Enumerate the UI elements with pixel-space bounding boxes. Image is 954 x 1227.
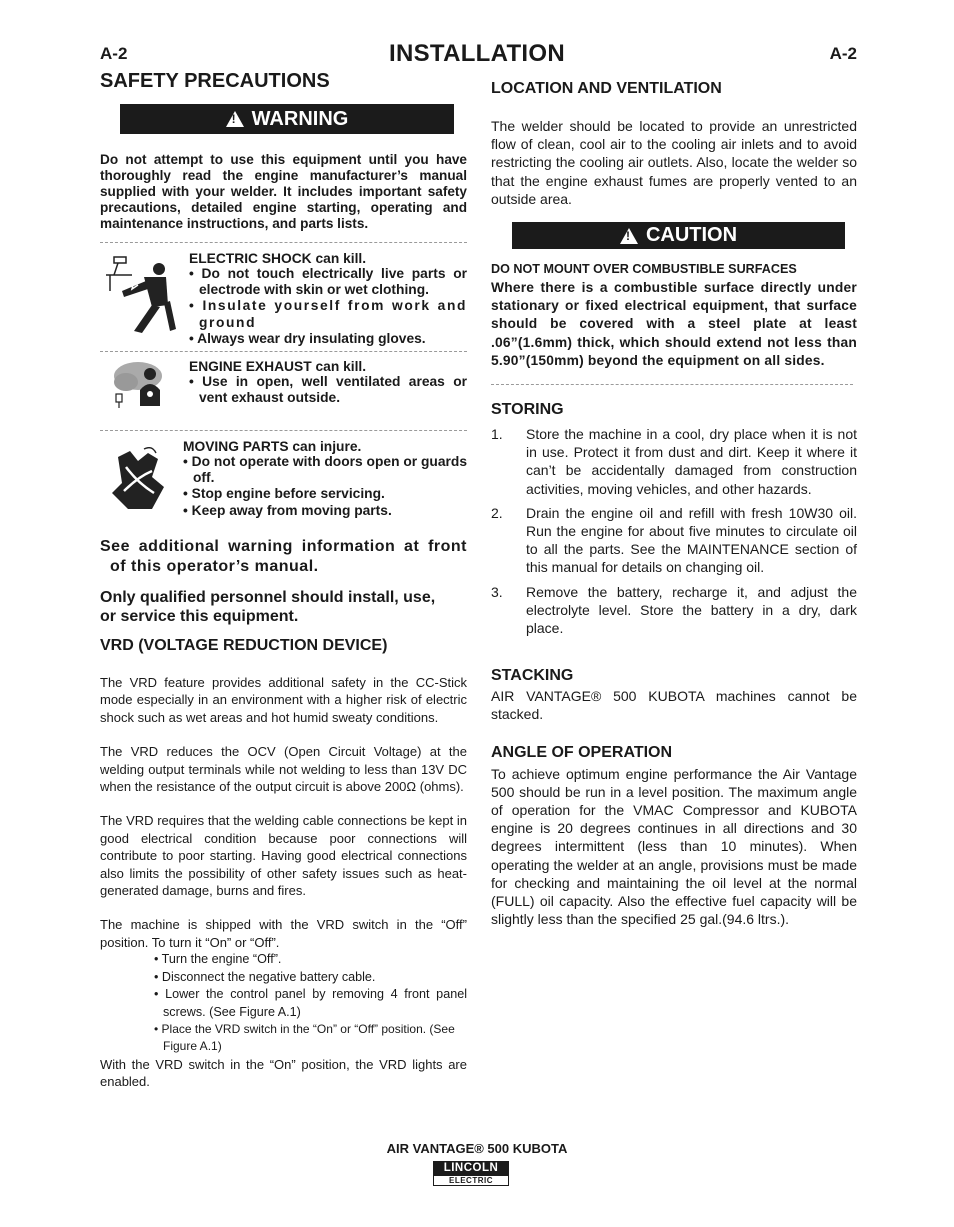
- caution-triangle-icon: [620, 228, 638, 244]
- page-number-left: A-2: [100, 44, 128, 63]
- vrd-paragraph: With the VRD switch in the “On” position, the VRD lights are enabled.: [100, 1056, 467, 1090]
- safety-precautions-heading: SAFETY PRECAUTIONS: [100, 70, 330, 92]
- hazard-engine-exhaust: [100, 352, 467, 430]
- vrd-step: • Disconnect the negative battery cable.: [154, 969, 376, 984]
- vrd-heading: VRD (VOLTAGE REDUCTION DEVICE): [100, 637, 388, 654]
- divider: [491, 384, 853, 385]
- hazard-item: • Insulate yourself from work and ground: [189, 298, 467, 330]
- hazard-item: • Always wear dry insulating gloves.: [189, 330, 426, 346]
- hazard-item: • Keep away from moving parts.: [183, 502, 392, 518]
- additional-warning-note: See additional warning information at front of this operator’s manual.: [100, 538, 467, 575]
- hazard-title: ENGINE EXHAUST can kill.: [189, 359, 367, 374]
- storing-list: [491, 425, 857, 637]
- caution-heading: DO NOT MOUNT OVER COMBUSTIBLE SURFACES: [491, 262, 797, 277]
- hazard-item: • Do not touch electrically live parts or electrode with skin or wet clothing.: [189, 266, 467, 298]
- vrd-paragraph: The VRD feature provides additional safety in the CC-Stick mode especially in an environment with a higher risk of electric shock such as wet areas and hot humid sweaty conditions.: [100, 675, 467, 725]
- warning-banner: [120, 104, 454, 134]
- vrd-step: • Turn the engine “Off”.: [154, 952, 282, 967]
- item-text: Drain the engine oil and refill with fresh 10W30 oil. Run the engine for about five minutes to circulate oil to all the parts. See the MAINTENANCE section of this manual for details on changing oil.: [526, 504, 857, 576]
- vrd-steps: [154, 951, 467, 1055]
- caution-label: CAUTION: [645, 224, 738, 247]
- qualified-personnel-note: Only qualified personnel should install, use, or service this equipment.: [100, 589, 436, 625]
- footer-model-name: AIR VANTAGE® 500 KUBOTA: [386, 1141, 568, 1156]
- right-column: [491, 80, 857, 929]
- item-text: Remove the battery, recharge it, and adjust the electrolyte level. Store the battery in a dry, dark place.: [526, 583, 857, 637]
- storing-heading: STORING: [491, 401, 564, 419]
- hazard-item: • Stop engine before servicing.: [183, 486, 385, 502]
- engine-exhaust-icon: [110, 360, 170, 410]
- vrd-paragraph: The VRD reduces the OCV (Open Circuit Voltage) at the welding output terminals while not welding to less than 13V DC when the resistance of the output circuit is above 200Ω (ohms).: [100, 744, 467, 795]
- location-ventilation-heading: LOCATION AND VENTILATION: [491, 80, 722, 97]
- caution-text: Where there is a combustible surface directly under stationary or fixed electrical equipment, that surface should be covered with a steel plate at least .06”(1.6mm) thick, which should extend not less than 5.90”(150mm) beyond the equipment on all sides.: [491, 280, 857, 368]
- hazard-item: • Do not operate with doors open or guards off.: [183, 454, 467, 486]
- vrd-paragraph: The VRD requires that the welding cable connections be kept in good electrical condition because poor connections will contribute to poor starting. Having good electrical connections also limits the possibility of other safety issues such as heat-generated damage, burns and fires.: [100, 813, 467, 899]
- storing-item: [491, 425, 857, 498]
- vrd-paragraph: The machine is shipped with the VRD switch in the “Off” position. To turn it “On” or “Off”.: [100, 917, 467, 950]
- hazard-title: ELECTRIC SHOCK can kill.: [189, 251, 367, 266]
- moving-parts-icon: [108, 447, 168, 513]
- angle-operation-heading: ANGLE OF OPERATION: [491, 743, 673, 761]
- location-ventilation-text: The welder should be located to provide an unrestricted flow of clean, cool air to the cooling air inlets and to avoid restricting the cooling air outlets. Also, locate the welder so that the engine exhaust fumes are properly vented to an outside area.: [491, 118, 857, 207]
- hazard-moving-parts: [100, 431, 467, 527]
- stacking-heading: STACKING: [491, 667, 574, 685]
- vrd-step: • Place the VRD switch in the “On” or “Off” position. (See Figure A.1): [154, 1021, 455, 1054]
- hazard-electric-shock: [100, 243, 467, 351]
- hazard-item: • Use in open, well ventilated areas or vent exhaust outside.: [189, 374, 467, 406]
- stacking-text: AIR VANTAGE® 500 KUBOTA machines cannot be stacked.: [491, 688, 857, 723]
- item-number: 2.: [491, 504, 503, 521]
- page-number-right: A-2: [829, 44, 857, 63]
- left-column: [100, 70, 467, 1091]
- vrd-step: • Lower the control panel by removing 4 front panel screws. (See Figure A.1): [154, 987, 467, 1019]
- caution-banner: [512, 222, 845, 249]
- warning-label: WARNING: [251, 107, 349, 130]
- item-text: Store the machine in a cool, dry place when it is not in use. Protect it from dust and dirt. Keep it where it can’t be accidentally damaged from construction activities, moving vehicles, and other hazards.: [526, 426, 857, 497]
- hazard-title: MOVING PARTS can injure.: [183, 439, 362, 454]
- angle-operation-text: To achieve optimum engine performance the Air Vantage 500 should be run in a level position. The maximum angle of operation for the VMAC Compressor and KUBOTA engine is 20 degrees continues in all directions and 30 degrees intermittent (less than 10 minutes). When operating the welder at an angle, provisions must be made for checking and maintaining the oil level at the normal (FULL) oil capacity. Also the effective fuel capacity will be slightly less than the specified 25 gal.(94.6 ltrs.).: [491, 765, 857, 928]
- item-number: 3.: [491, 583, 503, 600]
- lincoln-electric-logo: [433, 1161, 509, 1185]
- storing-item: [491, 504, 857, 577]
- electric-shock-icon: [104, 255, 178, 335]
- page-title: INSTALLATION: [388, 40, 566, 67]
- logo-top-text: LINCOLN: [433, 1161, 509, 1176]
- storing-item: [491, 583, 857, 638]
- item-number: 1.: [491, 426, 503, 443]
- logo-bottom-text: ELECTRIC: [433, 1176, 509, 1186]
- safety-intro: Do not attempt to use this equipment until you have thoroughly read the engine manufacturer’s manual supplied with your welder. It includes important safety precautions, detailed engine starting, operating and maintenance instructions, and parts lists.: [100, 152, 467, 231]
- warning-triangle-icon: [226, 111, 244, 127]
